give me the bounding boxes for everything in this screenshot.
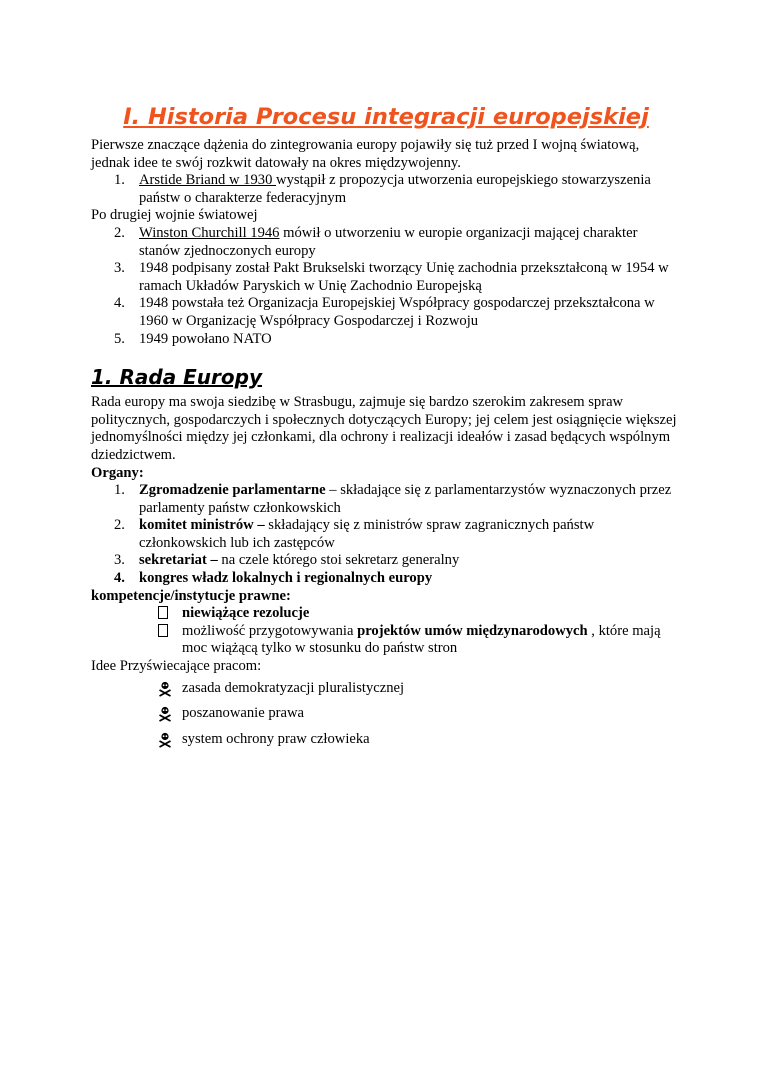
organs-list: [91, 482, 681, 588]
item-text: mówił o utworzeniu w europie organizacji mającej charakter stanów zjednoczonych europy: [139, 224, 638, 259]
list-item: [91, 295, 681, 330]
list-item: [91, 260, 681, 295]
list-item: [91, 172, 681, 207]
skull-crossbones-icon: [158, 732, 172, 748]
organs-label: Organy:: [91, 464, 144, 481]
competence-post: , które mają moc wiążącą tylko w stosunku do państw stron: [182, 622, 661, 657]
item-text: wystąpił z propozycja utworzenia europejskiego stowarzyszenia państw o charakterze federacyjnym: [139, 172, 651, 206]
item-text: 1948 powstała też Organizacja Europejskiej Współpracy gospodarczej przekształcona w 1960 w Organizację Współpracy Gospodarczej i Rozwoju: [139, 295, 655, 329]
list-item: [91, 680, 681, 698]
competences-label: kompetencje/instytucje prawne:: [91, 587, 291, 604]
list-item: [91, 225, 681, 260]
organ-description: składający się z ministrów spraw zagranicznych państw członkowskich lub ich zastępców: [139, 517, 595, 551]
organ-description: – składające się z parlamentarzystów wyznaczonych przez parlamenty państw członkowskich: [139, 482, 672, 516]
list-number: 3.: [114, 552, 125, 569]
skull-crossbones-icon: [158, 681, 172, 697]
competence-bold: niewiążące rezolucje: [182, 605, 310, 622]
person-name: Arstide Briand: [139, 172, 226, 189]
list-number: 2.: [114, 517, 125, 534]
idea-text: system ochrony praw człowieka: [182, 730, 370, 747]
list-number: 1.: [114, 482, 125, 499]
organ-name: kongres władz lokalnych i regionalnych europy: [139, 570, 433, 587]
after-war-line: Po drugiej wojnie światowej: [91, 207, 258, 224]
section-body: Rada europy ma swoja siedzibę w Strasbugu, zajmuje się bardzo szerokim zakresem spraw politycznych, gospodarczych i społecznych dotyczących Europy; jej celem jest osiągnięcie większej jednomyślności między jej członkami, dla ochrony i realizacji ideałów i zasad będących wspólnym dziedzictwem.: [91, 394, 677, 463]
list-item: [91, 482, 681, 517]
page-title: I. Historia Procesu integracji europejskiej: [123, 104, 649, 130]
competences-list: [91, 605, 681, 658]
organ-name: Zgromadzenie parlamentarne: [139, 482, 326, 499]
section-heading: 1. Rada Europy: [91, 365, 263, 390]
list-number: 4.: [114, 295, 125, 312]
ideas-list: [91, 680, 681, 749]
organ-name: komitet ministrów –: [139, 517, 265, 534]
list-item: [91, 331, 681, 349]
list-number: 1.: [114, 172, 125, 189]
list-number: 4.: [114, 570, 125, 587]
idea-text: zasada demokratyzacji pluralistycznej: [182, 679, 405, 696]
organ-name: sekretariat –: [139, 552, 222, 569]
box-bullet-icon: [158, 606, 168, 619]
item-text: 1949 powołano NATO: [139, 330, 272, 347]
box-bullet-icon: [158, 624, 168, 637]
item-text: 1948 podpisany został Pakt Brukselski tworzący Unię zachodnia przekształconą w 1954 w ramach Układów Paryskich w Unię Zachodnio Europejską: [139, 260, 669, 294]
ideas-label: Idee Przyświecające pracom:: [91, 658, 262, 675]
list-item: [91, 570, 681, 588]
person-name: Winston Churchill 1946: [139, 224, 280, 241]
list-item: [91, 552, 681, 570]
year: w 1930: [225, 172, 277, 189]
list-number: 5.: [114, 330, 125, 347]
idea-text: poszanowanie prawa: [182, 705, 304, 722]
list-number: 2.: [114, 224, 125, 241]
intro-paragraph: Pierwsze znaczące dążenia do zintegrowania europy pojawiły się tuż przed I wojną światową, jednak idee te swój rozkwit datowały na okres międzywojenny.: [91, 137, 640, 171]
history-list-2: [91, 225, 681, 348]
organ-description: na czele którego stoi sekretarz generalny: [221, 552, 460, 569]
list-item: [91, 605, 681, 623]
list-item: [91, 517, 681, 552]
list-number: 3.: [114, 260, 125, 277]
document-page: [91, 103, 681, 756]
competence-pre: możliwość przygotowywania: [182, 622, 358, 639]
list-item: [91, 731, 681, 749]
competence-bold: projektów umów międzynarodowych: [357, 622, 588, 639]
skull-crossbones-icon: [158, 706, 172, 722]
history-list-1: [91, 172, 681, 207]
list-item: [91, 705, 681, 723]
list-item: [91, 623, 681, 658]
